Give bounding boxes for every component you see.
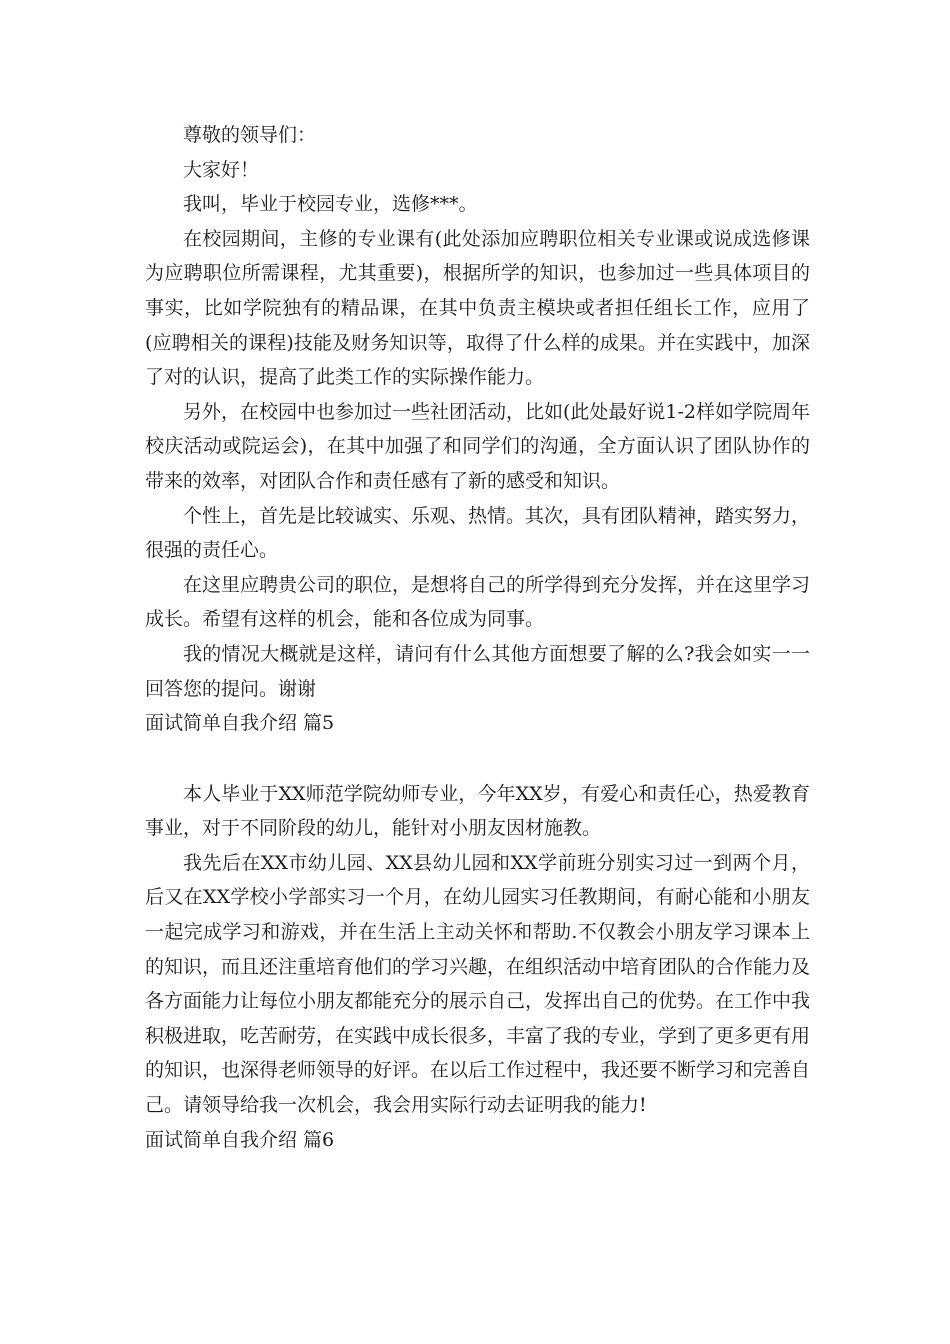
hello-paragraph: 大家好！	[183, 158, 260, 181]
education-paragraph: 本人毕业于XX师范学院幼师专业，今年XX岁，有爱心和责任心，热爱教育事业，对于不同阶段的幼儿，能针对小朋友因材施教。	[145, 782, 810, 840]
study-paragraph: 在校园期间，主修的专业课有(此处添加应聘职位相关专业课或说成选修课为应聘职位所需课程，尤其重要)，根据所学的知识，也参加过一些具体项目的事实，比如学院独有的精品课，在其中负责主模块或者担任组长工作，应用了(应聘相关的课程)技能及财务知识等，取得了什么样的成果。并在实践中，加深了对的认识，提高了此类工作的实际操作能力。	[145, 227, 810, 389]
closing-paragraph: 我的情况大概就是这样，请问有什么其他方面想要了解的么?我会如实一一回答您的提问。谢谢	[145, 642, 810, 700]
document-page	[145, 118, 810, 1157]
application-paragraph: 在这里应聘贵公司的职位，是想将自己的所学得到充分发挥，并在这里学习成长。希望有这样的机会，能和各位成为同事。	[145, 573, 811, 631]
section-heading-6: 面试简单自我介绍 篇6	[145, 1128, 335, 1151]
name-paragraph: 我叫，毕业于校园专业，选修***。	[183, 193, 478, 216]
personality-paragraph: 个性上，首先是比较诚实、乐观、热情。其次，具有团队精神，踏实努力，很强的责任心。	[145, 504, 811, 562]
section-heading-5: 面试简单自我介绍 篇5	[145, 712, 335, 735]
section-gap	[145, 741, 810, 777]
internship-paragraph: 我先后在XX市幼儿园、XX县幼儿园和XX学前班分别实习过一到两个月，后又在XX学校小学部实习一个月，在幼儿园实习任教期间，有耐心能和小朋友一起完成学习和游戏，并在生活上主动关怀和帮助.不仅教会小朋友学习课本上的知识，而且还注重培育他们的学习兴趣，在组织活动中培育团队的合作能力及各方面能力让每位小朋友都能充分的展示自己，发挥出自己的优势。在工作中我积极进取，吃苦耐劳，在实践中成长很多，丰富了我的专业，学到了更多更有用的知识，也深得老师领导的好评。在以后工作过程中，我还要不断学习和完善自己。请领导给我一次机会，我会用实际行动去证明我的能力!	[145, 851, 811, 1117]
activities-paragraph: 另外，在校园中也参加过一些社团活动，比如(此处最好说1-2样如学院周年校庆活动或院运会)，在其中加强了和同学们的沟通，全方面认识了团队协作的带来的效率，对团队合作和责任感有了新的感受和知识。	[145, 400, 811, 492]
greeting-paragraph: 尊敬的领导们：	[183, 124, 317, 146]
